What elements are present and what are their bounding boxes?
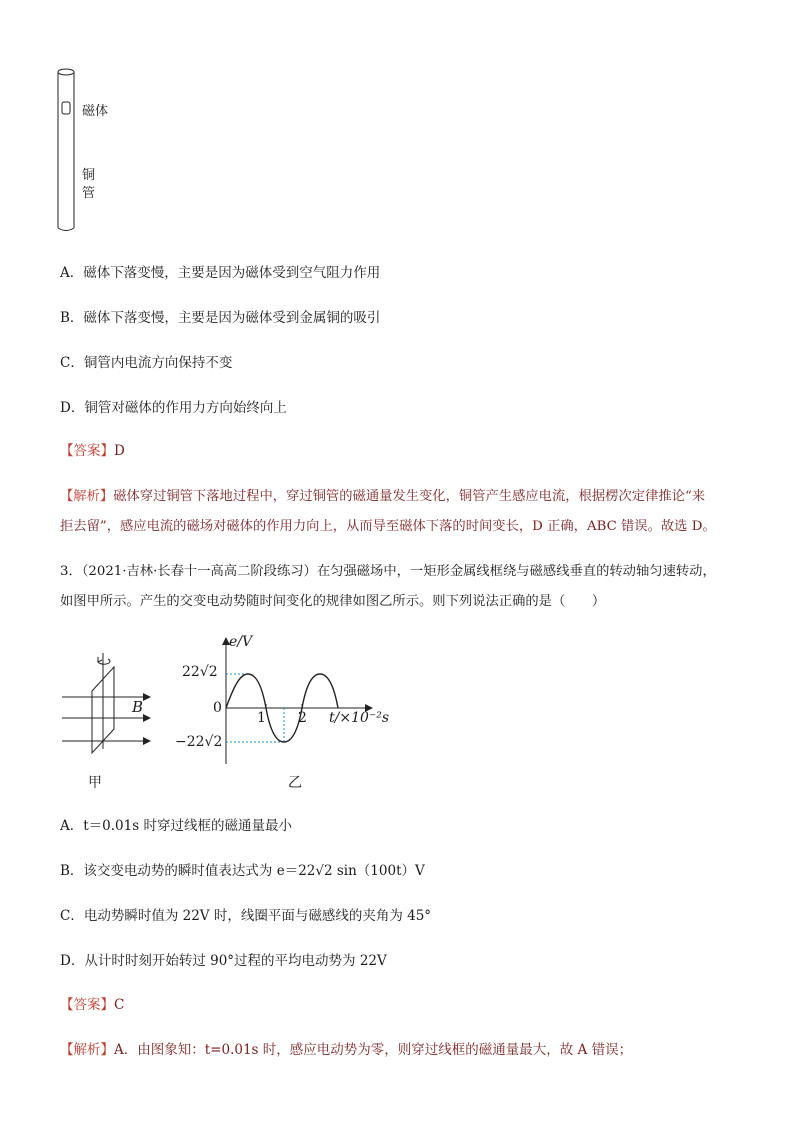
magnet-label: 磁体	[82, 104, 109, 119]
y-min-label: −22√2	[175, 734, 223, 750]
q2-option-d: D．铜管对磁体的作用力方向始终向上	[60, 400, 287, 416]
q2-analysis-line-2: 拒去留”，感应电流的磁场对磁体的作用力向上，从而导至磁体下落的时间变长，D 正确，ABC 错误。故选 D。	[60, 519, 716, 534]
q2-option-c: C．铜管内电流方向保持不变	[60, 355, 233, 371]
emf-sine-graph	[170, 632, 400, 772]
q3-option-a: A．t＝0.01s 时穿过线框的磁通量最小	[60, 818, 292, 834]
figure-yi	[170, 632, 400, 772]
origin-label: 0	[213, 700, 222, 716]
rotation-arrowhead-icon	[98, 657, 102, 662]
q3-analysis-tag: 【解析】	[60, 1042, 114, 1058]
tube-bottom	[58, 228, 74, 231]
q2-analysis-tag: 【解析】	[60, 489, 114, 504]
q3-answer-tag: 【答案】	[60, 997, 114, 1013]
q3-stem-line-1: 3．（2021·吉林·长春十一高高二阶段练习）在匀强磁场中，一矩形金属线框绕与磁感线垂直的转动轴匀速转动，	[60, 564, 716, 579]
tube-label-1: 铜	[82, 168, 96, 183]
copper-tube-drawing	[56, 66, 126, 234]
q2-answer-value: D	[114, 443, 125, 459]
q3-option-b: B．该交变电动势的瞬时值表达式为 e＝22√2 sin（100t）V	[60, 863, 425, 879]
q3-option-d: D．从计时时刻开始转过 90°过程的平均电动势为 22V	[60, 953, 387, 969]
tick-label-1: 1	[257, 710, 266, 726]
figure-jia-caption: 甲	[88, 775, 102, 791]
q3-analysis-text-1: A．由图象知：t=0.01s 时，感应电动势为零，则穿过线框的磁通量最大，故 A 错误；	[114, 1042, 633, 1058]
q2-option-b: B．磁体下落变慢，主要是因为磁体受到金属铜的吸引	[60, 310, 381, 326]
q3-analysis-line-1	[60, 1040, 632, 1060]
loop-in-field-drawing	[58, 645, 168, 755]
magnet-shape	[62, 102, 70, 114]
q2-answer	[60, 441, 125, 461]
q3-option-c: C．电动势瞬时值为 22V 时，线圈平面与磁感线的夹角为 45°	[60, 908, 432, 924]
x-axis-label: t/×10⁻²s	[329, 710, 390, 726]
tube-top-rim	[58, 69, 74, 75]
q2-analysis-line-1	[60, 487, 705, 507]
y-max-label: 22√2	[182, 664, 218, 680]
q3-stem-line-2: 如图甲所示。产生的交变电动势随时间变化的规律如图乙所示。则下列说法正确的是（ ）	[60, 594, 606, 609]
tube-label-2: 管	[82, 186, 96, 201]
q2-option-a: A．磁体下落变慢，主要是因为磁体受到空气阻力作用	[60, 265, 381, 281]
tick-label-2: 2	[298, 710, 307, 726]
q2-answer-tag: 【答案】	[60, 443, 114, 459]
figure-jia	[58, 645, 168, 755]
q3-answer	[60, 995, 124, 1015]
q3-answer-value: C	[114, 997, 125, 1013]
y-axis-label: e/V	[229, 634, 253, 650]
field-b-label: B	[132, 698, 144, 716]
tube-figure	[56, 66, 126, 234]
q2-analysis-text-1: 磁体穿过铜管下落地过程中，穿过铜管的磁通量发生变化，铜管产生感应电流，根据楞次定律推论“来	[113, 489, 706, 504]
figure-yi-caption: 乙	[288, 775, 302, 791]
